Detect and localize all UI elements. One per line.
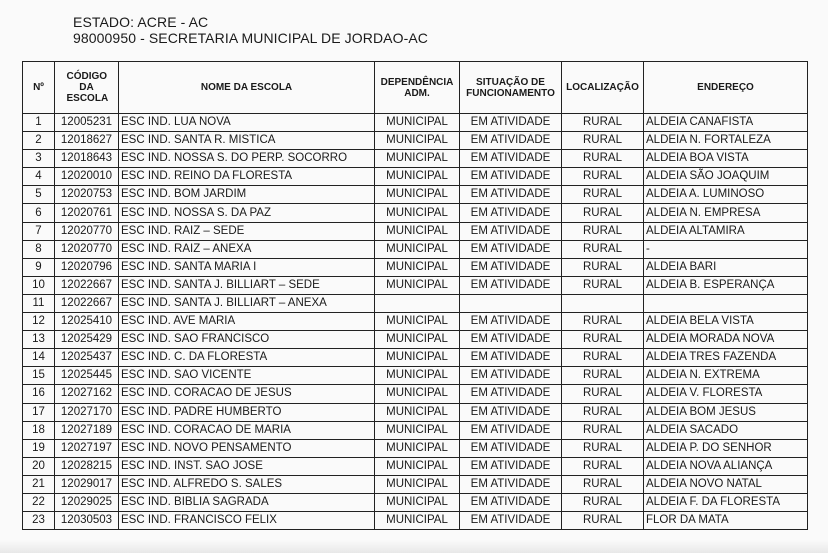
cell-n: 6	[23, 204, 55, 222]
col-header-codigo	[55, 62, 119, 114]
cell-endereco: ALDEIA MORADA NOVA	[644, 331, 808, 349]
cell-dependencia: MUNICIPAL	[375, 150, 460, 168]
cell-situacao: EM ATIVIDADE	[460, 258, 562, 276]
table-row	[23, 349, 808, 367]
cell-localizacao: RURAL	[562, 331, 644, 349]
cell-situacao: EM ATIVIDADE	[460, 493, 562, 511]
cell-n: 3	[23, 150, 55, 168]
cell-n: 17	[23, 403, 55, 421]
cell-localizacao: RURAL	[562, 439, 644, 457]
cell-endereco: ALDEIA N. EXTREMA	[644, 367, 808, 385]
cell-situacao: EM ATIVIDADE	[460, 222, 562, 240]
cell-localizacao: RURAL	[562, 222, 644, 240]
cell-nome: ESC IND. BIBLIA SAGRADA	[119, 493, 375, 511]
cell-n: 7	[23, 222, 55, 240]
document-header	[73, 14, 428, 46]
cell-endereco: ALDEIA NOVA ALIANÇA	[644, 457, 808, 475]
table-row	[23, 240, 808, 258]
cell-codigo: 12027162	[55, 385, 119, 403]
secretariat-line: 98000950 - SECRETARIA MUNICIPAL DE JORDAO-AC	[73, 30, 429, 46]
cell-n: 16	[23, 385, 55, 403]
cell-n: 8	[23, 240, 55, 258]
cell-nome: ESC IND. NOSSA S. DA PAZ	[119, 204, 375, 222]
cell-n: 12	[23, 313, 55, 331]
cell-endereco: ALDEIA V. FLORESTA	[644, 385, 808, 403]
cell-n: 19	[23, 439, 55, 457]
cell-codigo: 12027197	[55, 439, 119, 457]
cell-localizacao: RURAL	[562, 276, 644, 294]
cell-nome: ESC IND. LUA NOVA	[119, 114, 375, 132]
cell-situacao: EM ATIVIDADE	[460, 421, 562, 439]
cell-nome: ESC IND. AVE MARIA	[119, 313, 375, 331]
col-header-dependencia-text: DEPENDÊNCIA ADM.	[380, 76, 454, 99]
cell-situacao: EM ATIVIDADE	[460, 313, 562, 331]
table-row	[23, 204, 808, 222]
cell-n: 4	[23, 168, 55, 186]
cell-situacao: EM ATIVIDADE	[460, 132, 562, 150]
col-header-endereco: ENDEREÇO	[644, 62, 808, 114]
col-header-situacao	[460, 62, 562, 114]
cell-situacao: EM ATIVIDADE	[460, 114, 562, 132]
cell-endereco: ALDEIA N. EMPRESA	[644, 204, 808, 222]
cell-endereco: ALDEIA F. DA FLORESTA	[644, 493, 808, 511]
cell-endereco: ALDEIA ALTAMIRA	[644, 222, 808, 240]
cell-nome: ESC IND. ALFREDO S. SALES	[119, 475, 375, 493]
cell-localizacao: RURAL	[562, 313, 644, 331]
cell-endereco: ALDEIA SÃO JOAQUIM	[644, 168, 808, 186]
cell-codigo: 12020770	[55, 222, 119, 240]
cell-nome: ESC IND. RAIZ – ANEXA	[119, 240, 375, 258]
col-header-situacao-text: SITUAÇÃO DE FUNCIONAMENTO	[466, 76, 555, 99]
cell-endereco: ALDEIA BOA VISTA	[644, 150, 808, 168]
cell-n: 1	[23, 114, 55, 132]
table-header-row	[23, 62, 808, 114]
table-row	[23, 132, 808, 150]
table-row	[23, 475, 808, 493]
table-row	[23, 276, 808, 294]
cell-dependencia: MUNICIPAL	[375, 367, 460, 385]
cell-localizacao: RURAL	[562, 132, 644, 150]
cell-nome: ESC IND. REINO DA FLORESTA	[119, 168, 375, 186]
cell-nome: ESC IND. CORACAO DE MARIA	[119, 421, 375, 439]
cell-situacao: EM ATIVIDADE	[460, 349, 562, 367]
cell-codigo: 12029025	[55, 493, 119, 511]
cell-nome: ESC IND. SAO VICENTE	[119, 367, 375, 385]
cell-codigo: 12020761	[55, 204, 119, 222]
cell-situacao: EM ATIVIDADE	[460, 240, 562, 258]
table-row	[23, 168, 808, 186]
table-row	[23, 222, 808, 240]
cell-localizacao: RURAL	[562, 475, 644, 493]
cell-nome: ESC IND. PADRE HUMBERTO	[119, 403, 375, 421]
cell-nome: ESC IND. C. DA FLORESTA	[119, 349, 375, 367]
cell-n: 11	[23, 294, 55, 312]
cell-nome: ESC IND. SANTA J. BILLIART – ANEXA	[119, 294, 375, 312]
cell-situacao: EM ATIVIDADE	[460, 276, 562, 294]
cell-localizacao: RURAL	[562, 150, 644, 168]
cell-dependencia: MUNICIPAL	[375, 403, 460, 421]
cell-endereco: ALDEIA BELA VISTA	[644, 313, 808, 331]
cell-situacao: EM ATIVIDADE	[460, 367, 562, 385]
cell-codigo: 12022667	[55, 294, 119, 312]
cell-localizacao: RURAL	[562, 493, 644, 511]
cell-situacao: EM ATIVIDADE	[460, 385, 562, 403]
cell-dependencia: MUNICIPAL	[375, 222, 460, 240]
cell-dependencia: MUNICIPAL	[375, 276, 460, 294]
cell-endereco: ALDEIA P. DO SENHOR	[644, 439, 808, 457]
cell-situacao: EM ATIVIDADE	[460, 186, 562, 204]
cell-endereco: ALDEIA TRES FAZENDA	[644, 349, 808, 367]
cell-codigo: 12025437	[55, 349, 119, 367]
page-edge-shade	[0, 540, 828, 553]
cell-localizacao: RURAL	[562, 114, 644, 132]
table-row	[23, 457, 808, 475]
schools-table	[22, 61, 808, 530]
cell-n: 22	[23, 493, 55, 511]
cell-localizacao: RURAL	[562, 204, 644, 222]
cell-codigo: 12005231	[55, 114, 119, 132]
cell-endereco: ALDEIA BARI	[644, 258, 808, 276]
cell-situacao: EM ATIVIDADE	[460, 168, 562, 186]
cell-nome: ESC IND. RAIZ – SEDE	[119, 222, 375, 240]
cell-codigo: 12020753	[55, 186, 119, 204]
table-row	[23, 313, 808, 331]
col-header-localizacao: LOCALIZAÇÃO	[562, 62, 644, 114]
cell-n: 10	[23, 276, 55, 294]
cell-nome: ESC IND. FRANCISCO FELIX	[119, 512, 375, 530]
cell-dependencia: MUNICIPAL	[375, 512, 460, 530]
cell-n: 14	[23, 349, 55, 367]
cell-localizacao: RURAL	[562, 186, 644, 204]
cell-situacao: EM ATIVIDADE	[460, 204, 562, 222]
cell-localizacao: RURAL	[562, 258, 644, 276]
cell-n: 9	[23, 258, 55, 276]
cell-nome: ESC IND. BOM JARDIM	[119, 186, 375, 204]
table-row	[23, 512, 808, 530]
cell-nome: ESC IND. NOSSA S. DO PERP. SOCORRO	[119, 150, 375, 168]
cell-endereco: FLOR DA MATA	[644, 512, 808, 530]
cell-dependencia: MUNICIPAL	[375, 313, 460, 331]
cell-situacao: EM ATIVIDADE	[460, 457, 562, 475]
cell-situacao: EM ATIVIDADE	[460, 403, 562, 421]
cell-endereco: ALDEIA NOVO NATAL	[644, 475, 808, 493]
cell-codigo: 12027170	[55, 403, 119, 421]
cell-situacao: EM ATIVIDADE	[460, 439, 562, 457]
cell-codigo: 12018627	[55, 132, 119, 150]
table-row	[23, 367, 808, 385]
table-body	[23, 114, 808, 530]
cell-n: 13	[23, 331, 55, 349]
table-row	[23, 439, 808, 457]
cell-situacao: EM ATIVIDADE	[460, 150, 562, 168]
cell-dependencia: MUNICIPAL	[375, 385, 460, 403]
cell-dependencia: MUNICIPAL	[375, 132, 460, 150]
col-header-n: Nº	[23, 62, 55, 114]
col-header-nome: NOME DA ESCOLA	[119, 62, 375, 114]
cell-situacao: EM ATIVIDADE	[460, 475, 562, 493]
cell-dependencia: MUNICIPAL	[375, 186, 460, 204]
cell-codigo: 12025410	[55, 313, 119, 331]
cell-localizacao	[562, 294, 644, 312]
cell-localizacao: RURAL	[562, 512, 644, 530]
cell-situacao: EM ATIVIDADE	[460, 331, 562, 349]
cell-codigo: 12025429	[55, 331, 119, 349]
table-row	[23, 421, 808, 439]
col-header-dependencia	[375, 62, 460, 114]
cell-nome: ESC IND. INST. SAO JOSE	[119, 457, 375, 475]
cell-n: 21	[23, 475, 55, 493]
cell-endereco: -	[644, 240, 808, 258]
cell-n: 15	[23, 367, 55, 385]
table-row	[23, 150, 808, 168]
cell-dependencia	[375, 294, 460, 312]
cell-nome: ESC IND. SAO FRANCISCO	[119, 331, 375, 349]
cell-dependencia: MUNICIPAL	[375, 114, 460, 132]
cell-localizacao: RURAL	[562, 240, 644, 258]
cell-nome: ESC IND. SANTA J. BILLIART – SEDE	[119, 276, 375, 294]
cell-nome: ESC IND. SANTA MARIA I	[119, 258, 375, 276]
cell-codigo: 12027189	[55, 421, 119, 439]
table-row	[23, 294, 808, 312]
table-row	[23, 258, 808, 276]
cell-codigo: 12018643	[55, 150, 119, 168]
cell-nome: ESC IND. CORACAO DE JESUS	[119, 385, 375, 403]
cell-dependencia: MUNICIPAL	[375, 204, 460, 222]
cell-dependencia: MUNICIPAL	[375, 439, 460, 457]
cell-localizacao: RURAL	[562, 457, 644, 475]
state-line: ESTADO: ACRE - AC	[73, 14, 209, 30]
cell-n: 2	[23, 132, 55, 150]
cell-endereco: ALDEIA B. ESPERANÇA	[644, 276, 808, 294]
cell-dependencia: MUNICIPAL	[375, 421, 460, 439]
cell-dependencia: MUNICIPAL	[375, 240, 460, 258]
cell-localizacao: RURAL	[562, 367, 644, 385]
cell-endereco: ALDEIA N. FORTALEZA	[644, 132, 808, 150]
cell-codigo: 12020770	[55, 240, 119, 258]
cell-codigo: 12029017	[55, 475, 119, 493]
cell-nome: ESC IND. SANTA R. MISTICA	[119, 132, 375, 150]
cell-dependencia: MUNICIPAL	[375, 475, 460, 493]
cell-dependencia: MUNICIPAL	[375, 493, 460, 511]
table-row	[23, 403, 808, 421]
cell-n: 18	[23, 421, 55, 439]
cell-dependencia: MUNICIPAL	[375, 349, 460, 367]
cell-localizacao: RURAL	[562, 168, 644, 186]
cell-endereco: ALDEIA CANAFISTA	[644, 114, 808, 132]
cell-codigo: 12020796	[55, 258, 119, 276]
cell-endereco: ALDEIA BOM JESUS	[644, 403, 808, 421]
cell-codigo: 12030503	[55, 512, 119, 530]
cell-dependencia: MUNICIPAL	[375, 457, 460, 475]
table-row	[23, 114, 808, 132]
cell-dependencia: MUNICIPAL	[375, 168, 460, 186]
cell-localizacao: RURAL	[562, 403, 644, 421]
cell-dependencia: MUNICIPAL	[375, 331, 460, 349]
table-row	[23, 385, 808, 403]
table-row	[23, 186, 808, 204]
table-row	[23, 331, 808, 349]
cell-n: 23	[23, 512, 55, 530]
cell-n: 5	[23, 186, 55, 204]
cell-codigo: 12022667	[55, 276, 119, 294]
col-header-codigo-text: CÓDIGO DA ESCOLA	[66, 71, 109, 104]
cell-codigo: 12028215	[55, 457, 119, 475]
cell-endereco: ALDEIA SACADO	[644, 421, 808, 439]
cell-localizacao: RURAL	[562, 421, 644, 439]
cell-situacao	[460, 294, 562, 312]
cell-codigo: 12020010	[55, 168, 119, 186]
cell-n: 20	[23, 457, 55, 475]
cell-endereco	[644, 294, 808, 312]
cell-endereco: ALDEIA A. LUMINOSO	[644, 186, 808, 204]
cell-localizacao: RURAL	[562, 385, 644, 403]
cell-dependencia: MUNICIPAL	[375, 258, 460, 276]
cell-situacao: EM ATIVIDADE	[460, 512, 562, 530]
table-row	[23, 493, 808, 511]
cell-localizacao: RURAL	[562, 349, 644, 367]
cell-codigo: 12025445	[55, 367, 119, 385]
cell-nome: ESC IND. NOVO PENSAMENTO	[119, 439, 375, 457]
